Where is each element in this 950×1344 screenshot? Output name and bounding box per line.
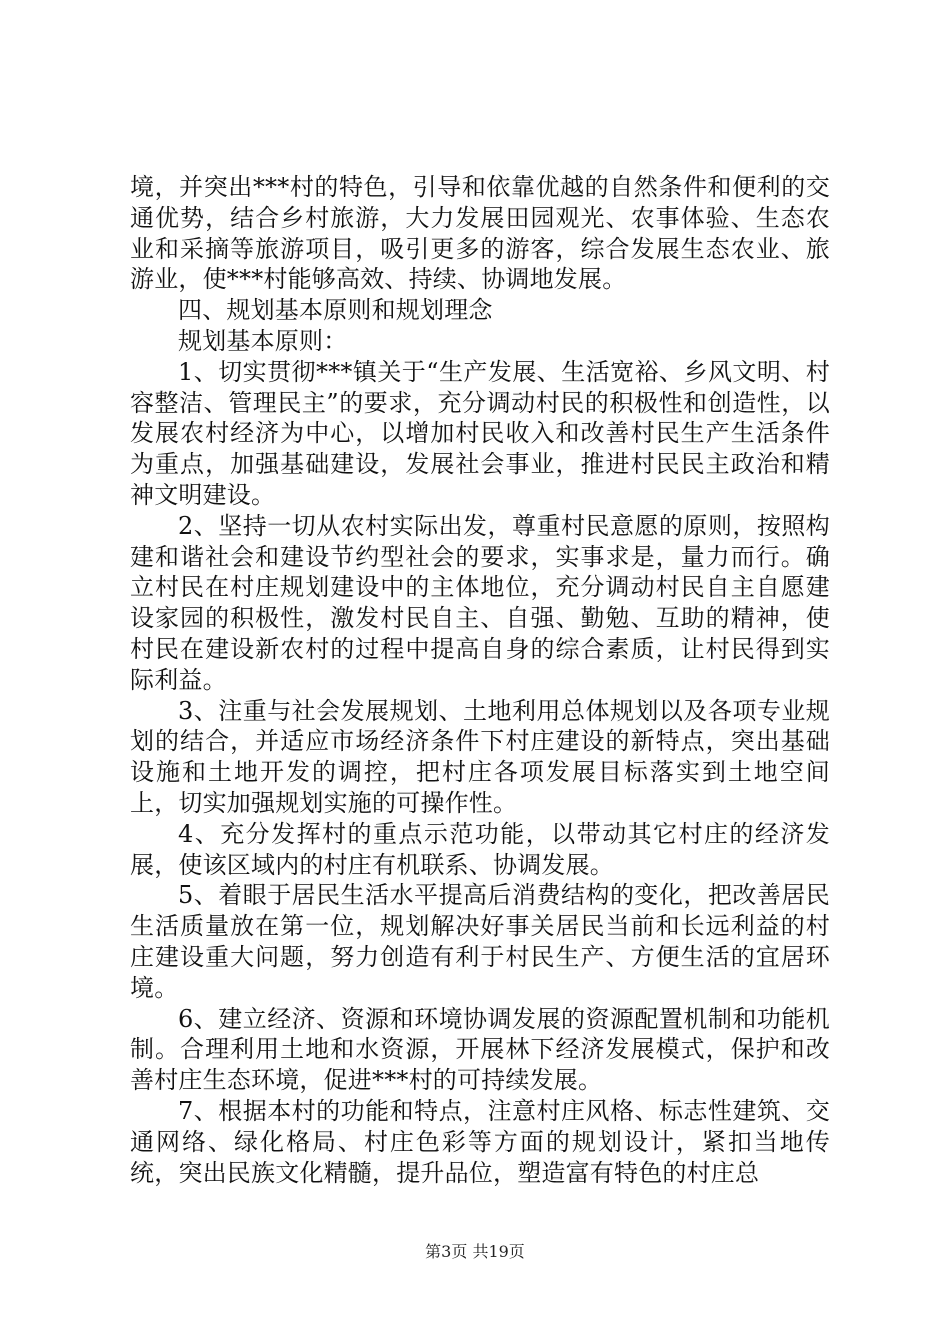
principle-7: 7、根据本村的功能和特点，注意村庄风格、标志性建筑、交通网络、绿化格局、村庄色彩等方面的规划设计，紧扣当地传统，突出民族文化精髓，提升品位，塑造富有特色的村庄总 [130,1096,830,1187]
principle-3: 3、注重与社会发展规划、土地利用总体规划以及各项专业规划的结合，并适应市场经济条件下村庄建设的新特点，突出基础设施和土地开发的调控，把村庄各项发展目标落实到土地空间上，切实加强规划实施的可操作性。 [130,696,830,817]
subsection-heading: 规划基本原则： [178,326,348,355]
page-number-footer: 第3页 共19页 [425,1242,525,1261]
document-body [130,172,830,1188]
paragraph-continuation: 境，并突出***村的特色，引导和依靠优越的自然条件和便利的交通优势，结合乡村旅游，大力发展田园观光、农事体验、生态农业和采摘等旅游项目，吸引更多的游客，综合发展生态农业、旅游业，使***村能够高效、持续、协调地发展。 [130,173,830,294]
principle-5: 5、着眼于居民生活水平提高后消费结构的变化，把改善居民生活质量放在第一位，规划解决好事关居民当前和长远利益的村庄建设重大问题，努力创造有利于村民生产、方便生活的宜居环境。 [130,881,830,1002]
principle-2: 2、坚持一切从农村实际出发，尊重村民意愿的原则，按照构建和谐社会和建设节约型社会的要求，实事求是，量力而行。确立村民在村庄规划建设中的主体地位，充分调动村民自主自愿建设家园的积极性，激发村民自主、自强、勤勉、互助的精神，使村民在建设新农村的过程中提高自身的综合素质，让村民得到实际利益。 [130,511,830,694]
principle-1: 1、切实贯彻***镇关于“生产发展、生活宽裕、乡风文明、村容整洁、管理民主”的要求，充分调动村民的积极性和创造性，以发展农村经济为中心，以增加村民收入和改善村民生产生活条件为重点，加强基础建设，发展社会事业，推进村民民主政治和精神文明建设。 [130,357,830,509]
principle-6: 6、建立经济、资源和环境协调发展的资源配置机制和功能机制。合理利用土地和水资源，开展林下经济发展模式，保护和改善村庄生态环境，促进***村的可持续发展。 [130,1004,830,1095]
section-heading: 四、规划基本原则和规划理念 [178,296,493,325]
principle-4: 4、充分发挥村的重点示范功能，以带动其它村庄的经济发展，使该区域内的村庄有机联系、协调发展。 [130,819,830,879]
